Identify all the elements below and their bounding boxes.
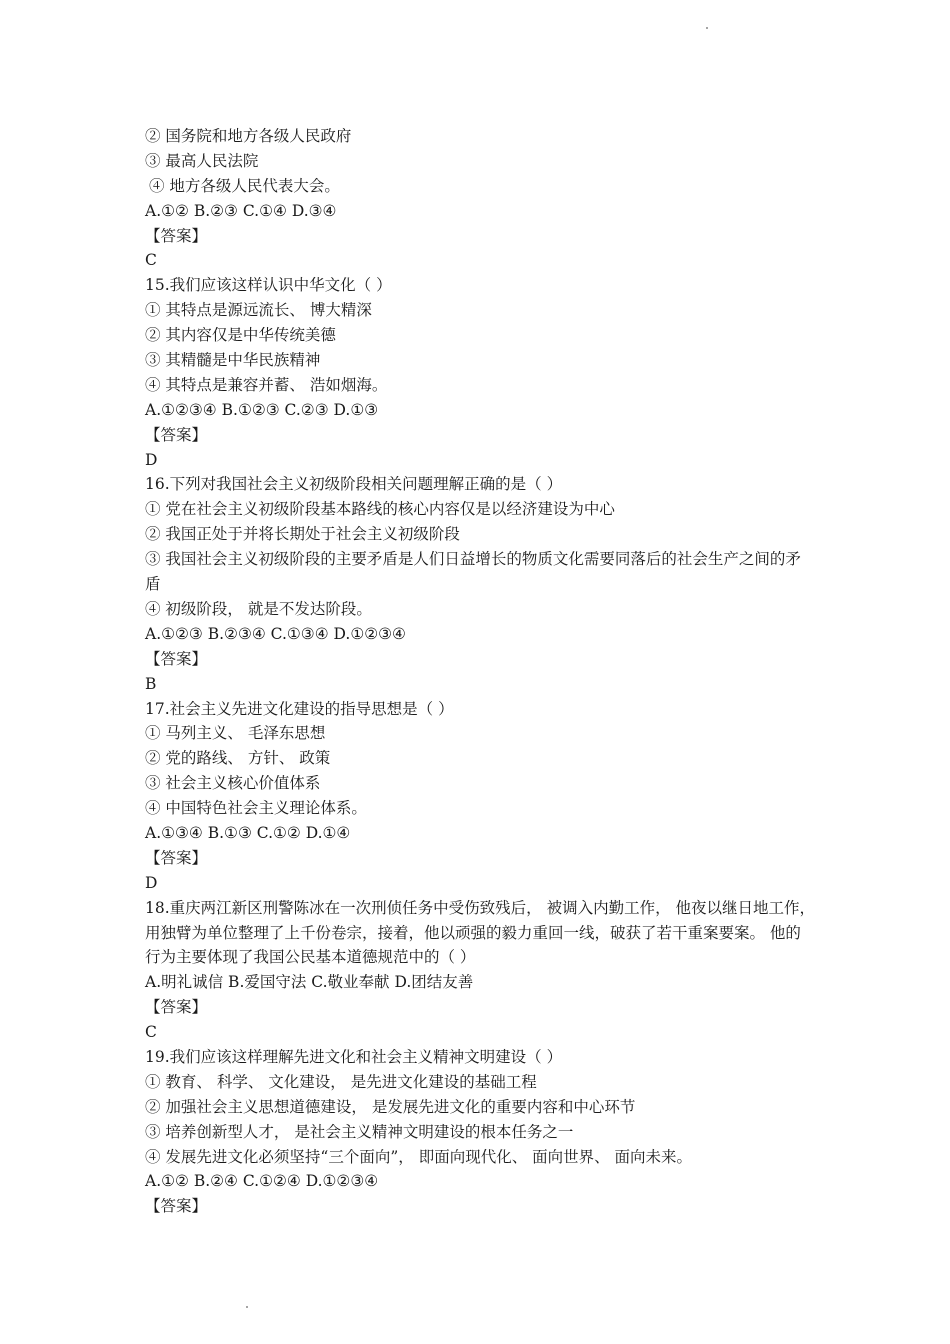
q16-option-4: ④ 初级阶段， 就是不发达阶段。 — [145, 599, 372, 618]
q14-option-4: ④ 地方各级人民代表大会。 — [149, 176, 340, 195]
q16-choices: A.①②③ B.②③④ C.①③④ D.①②③④ — [145, 624, 406, 643]
q17-option-3: ③ 社会主义核心价值体系 — [145, 774, 321, 793]
q15-option-2: ② 其内容仅是中华传统美德 — [145, 326, 336, 345]
q17-answer: D — [145, 873, 158, 892]
page-mark-bottom — [246, 1306, 248, 1308]
q15-option-3: ③ 其精髓是中华民族精神 — [145, 351, 321, 370]
q17-option-1: ① 马列主义、 毛泽东思想 — [145, 724, 326, 743]
q15-answer: D — [145, 450, 158, 469]
q19-stem: 19.我们应该这样理解先进文化和社会主义精神文明建设（ ） — [145, 1048, 563, 1067]
q16-stem: 16.下列对我国社会主义初级阶段相关问题理解正确的是（ ） — [145, 475, 563, 494]
q16-option-2: ② 我国正处于并将长期处于社会主义初级阶段 — [145, 525, 460, 544]
q16-option-1: ① 党在社会主义初级阶段基本路线的核心内容仅是以经济建设为中心 — [145, 500, 615, 519]
q19-option-1: ① 教育、 科学、 文化建设， 是先进文化建设的基础工程 — [145, 1072, 537, 1091]
q14-answer: C — [145, 251, 157, 270]
q15-option-1: ① 其特点是源远流长、 博大精深 — [145, 301, 372, 320]
q16-option-3: ③ 我国社会主义初级阶段的主要矛盾是人们日益增长的物质文化需要同落后的社会生产之间的矛盾 — [145, 550, 801, 594]
q18-answer-label: 【答案】 — [145, 998, 208, 1017]
q18-answer: C — [145, 1023, 157, 1042]
q18-choices: A.明礼诚信 B.爱国守法 C.敬业奉献 D.团结友善 — [145, 973, 474, 992]
q17-choices: A.①③④ B.①③ C.①② D.①④ — [145, 823, 351, 842]
q17-answer-label: 【答案】 — [145, 848, 208, 867]
page-mark-top — [706, 27, 708, 29]
q15-answer-label: 【答案】 — [145, 425, 208, 444]
q16-answer-label: 【答案】 — [145, 649, 208, 668]
q19-choices: A.①② B.②④ C.①②④ D.①②③④ — [145, 1172, 379, 1191]
q14-option-3: ③ 最高人民法院 — [145, 151, 259, 170]
q17-option-2: ② 党的路线、 方针、 政策 — [145, 749, 331, 768]
q15-option-4: ④ 其特点是兼容并蓄、 浩如烟海。 — [145, 375, 388, 394]
q19-option-4: ④ 发展先进文化必须坚持“三个面向”， 即面向现代化、 面向世界、 面向未来。 — [145, 1147, 693, 1166]
q17-option-4: ④ 中国特色社会主义理论体系。 — [145, 799, 367, 818]
q15-choices: A.①②③④ B.①②③ C.②③ D.①③ — [145, 400, 379, 419]
q14-choices: A.①② B.②③ C.①④ D.③④ — [145, 201, 337, 220]
q15-stem: 15.我们应该这样认识中华文化（ ） — [145, 276, 392, 295]
q19-option-2: ② 加强社会主义思想道德建设， 是发展先进文化的重要内容和中心环节 — [145, 1097, 636, 1116]
q16-answer: B — [145, 674, 157, 693]
q17-stem: 17.社会主义先进文化建设的指导思想是（ ） — [145, 699, 454, 718]
q19-option-3: ③ 培养创新型人才， 是社会主义精神文明建设的根本任务之一 — [145, 1122, 574, 1141]
q14-option-2: ② 国务院和地方各级人民政府 — [145, 127, 352, 145]
q18-stem: 18.重庆两江新区刑警陈冰在一次刑侦任务中受伤致残后， 被调入内勤工作， 他夜以继日地工作，用独臂为单位整理了上千份卷宗，接着，他以顽强的毅力重回一线，破获了若干重案要案。 他的行为主要体现了我国公民基本道德规范中的（ ） — [145, 898, 816, 967]
q19-answer-label: 【答案】 — [145, 1197, 208, 1216]
document-body — [145, 124, 815, 1219]
q14-answer-label: 【答案】 — [145, 226, 208, 245]
